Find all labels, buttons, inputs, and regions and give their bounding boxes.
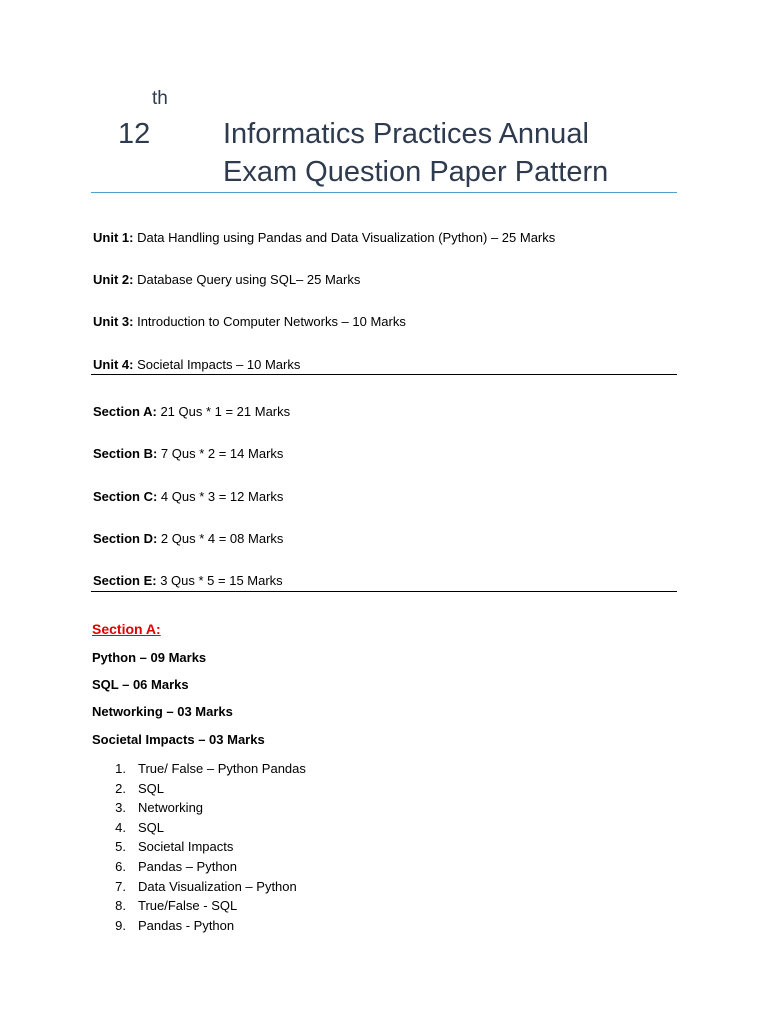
section-a-heading: Section A: [92, 621, 161, 637]
item-text: Data Visualization – Python [138, 878, 297, 894]
section-text: 3 Qus * 5 = 15 Marks [160, 573, 283, 588]
item-number: 5. [115, 839, 126, 855]
unit-text: Data Handling using Pandas and Data Visualization (Python) – 25 Marks [137, 230, 556, 245]
divider [91, 374, 677, 375]
page-title [223, 115, 673, 191]
item-text: SQL [138, 780, 165, 796]
unit-text: Database Query using SQL– 25 Marks [137, 272, 361, 287]
item-text: True/ False – Python Pandas [138, 761, 306, 776]
unit-text: Introduction to Computer Networks – 10 Marks [137, 314, 406, 329]
breakdown-networking: Networking – 03 Marks [92, 704, 233, 719]
section-label: Section C: [93, 489, 158, 504]
item-number: 9. [115, 917, 126, 933]
breakdown-sql: SQL – 06 Marks [92, 677, 189, 692]
title-line-1: Informatics Practices Annual [223, 118, 589, 150]
item-text: Pandas – Python [138, 858, 238, 874]
item-number: 8. [115, 898, 126, 914]
breakdown-python: Python – 09 Marks [92, 650, 207, 665]
item-text: True/False - SQL [138, 898, 238, 914]
item-number: 3. [115, 800, 126, 816]
unit-4-row [93, 357, 300, 372]
item-number: 1. [115, 761, 126, 776]
item-number: 4. [115, 819, 126, 835]
section-label: Section E: [93, 573, 157, 588]
grade-suffix: th [152, 88, 168, 109]
section-a-row [93, 404, 290, 419]
grade-number: 12 [118, 118, 151, 150]
section-label: Section B: [93, 446, 158, 461]
item-number: 6. [115, 858, 126, 874]
unit-label: Unit 3: [93, 314, 134, 329]
item-text: Pandas - Python [138, 917, 235, 933]
section-c-row [93, 489, 283, 504]
unit-2-row [93, 272, 360, 287]
unit-1-row [93, 230, 555, 245]
unit-text: Societal Impacts – 10 Marks [137, 357, 301, 372]
unit-label: Unit 2: [93, 272, 134, 287]
item-number: 2. [115, 780, 126, 796]
unit-label: Unit 1: [93, 230, 134, 245]
divider [91, 591, 677, 592]
item-text: Networking [138, 800, 204, 816]
section-b-row [93, 446, 283, 461]
item-number: 7. [115, 878, 126, 894]
section-text: 7 Qus * 2 = 14 Marks [160, 446, 284, 461]
unit-3-row [93, 314, 406, 329]
section-label: Section D: [93, 531, 158, 546]
title-block [91, 84, 677, 193]
item-text: Societal Impacts [138, 839, 234, 855]
section-text: 4 Qus * 3 = 12 Marks [160, 489, 284, 504]
section-e-row [93, 573, 283, 588]
section-text: 2 Qus * 4 = 08 Marks [160, 531, 284, 546]
section-d-row [93, 531, 283, 546]
section-label: Section A: [93, 404, 157, 419]
section-text: 21 Qus * 1 = 21 Marks [160, 404, 291, 419]
title-line-2: Exam Question Paper Pattern [223, 156, 609, 188]
unit-label: Unit 4: [93, 357, 134, 372]
breakdown-societal: Societal Impacts – 03 Marks [92, 732, 265, 747]
item-text: SQL [138, 819, 165, 835]
